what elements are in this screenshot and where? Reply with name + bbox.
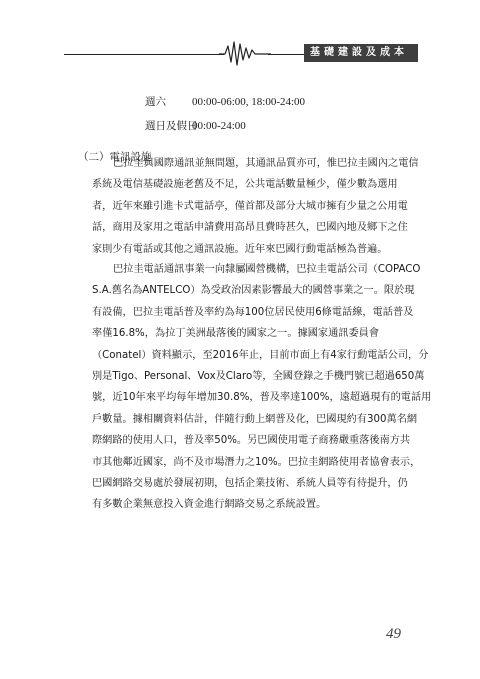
- schedule-day: 週六: [145, 96, 166, 108]
- schedule-hours: 00:00-24:00: [192, 120, 246, 132]
- text-line: 系統及電信基礎設施老舊及不足，公共電話數量極少，僅少數為選用: [92, 179, 398, 191]
- schedule-hours: 00:00-06:00, 18:00-24:00: [192, 96, 306, 108]
- heartbeat-wave-icon: [219, 38, 271, 68]
- section-title: （二）電訊設施: [78, 151, 152, 163]
- schedule-day: 週日及假日: [145, 120, 198, 132]
- page-number: 49: [386, 626, 401, 642]
- text-line: 市其他鄰近國家，尚不及市場潛力之10%。巴拉圭網路使用者協會表示，: [92, 456, 421, 468]
- text-line: （Conatel）資料顯示，至2016年止，目前市面上有4家行動電話公司，分: [92, 349, 429, 361]
- text-line: 巴拉圭與國際通訊並無問題，其通訊品質亦可，惟巴拉圭國內之電信: [113, 158, 419, 169]
- paragraph-telecom-industry: [92, 259, 432, 516]
- text-line: 際網路的使用人口，普及率50%。另巴國使用電子商務嚴重落後南方共: [92, 435, 411, 447]
- text-line: 有多數企業無意投入資金進行網路交易之系統設置。: [92, 499, 327, 511]
- text-line: 巴國網路交易處於發展初期，包括企業技術、系統人員等有待提升，仍: [92, 477, 408, 489]
- text-line: 別是Tigo、Personal、Vox及Claro等，全國登錄之手機門號已超過650萬: [92, 370, 425, 382]
- text-line: 話，商用及家用之電話申請費用高昂且費時甚久，巴國內地及鄉下之住: [92, 222, 408, 234]
- text-line: 者，近年來雖引進卡式電話亭，僅首都及部分大城市擁有少量之公用電: [92, 200, 408, 212]
- text-line: 號，近10年來平均每年增加30.8%，普及率達100%，遠超過現有的電話用: [92, 392, 432, 404]
- running-header: [0, 0, 480, 80]
- text-line: 戶數量。據相關資料估計，伴隨行動上網普及化，巴國現約有300萬名網: [92, 413, 418, 425]
- text-line: 有設備，巴拉圭電話普及率約為每100位居民使用6條電話線，電話普及: [92, 306, 414, 318]
- header-title: 基礎建設及成本: [304, 44, 418, 62]
- header-rule-right: [268, 54, 306, 55]
- text-line: S.A.舊名為ANTELCO）為受政治因素影響最大的國營事業之一。限於現: [92, 285, 415, 297]
- text-line: 家則少有電話或其他之通訊設施。近年來巴國行動電話極為普遍。: [92, 243, 388, 255]
- text-line: 巴拉圭電話通訊事業一向隸屬國營機構，巴拉圭電話公司（COPACO: [113, 264, 421, 275]
- text-line: 率僅16.8%，為拉丁美洲最落後的國家之一。據國家通訊委員會: [92, 328, 380, 340]
- paragraph-telecom-overview: [92, 153, 419, 260]
- header-rule-left: [64, 54, 224, 55]
